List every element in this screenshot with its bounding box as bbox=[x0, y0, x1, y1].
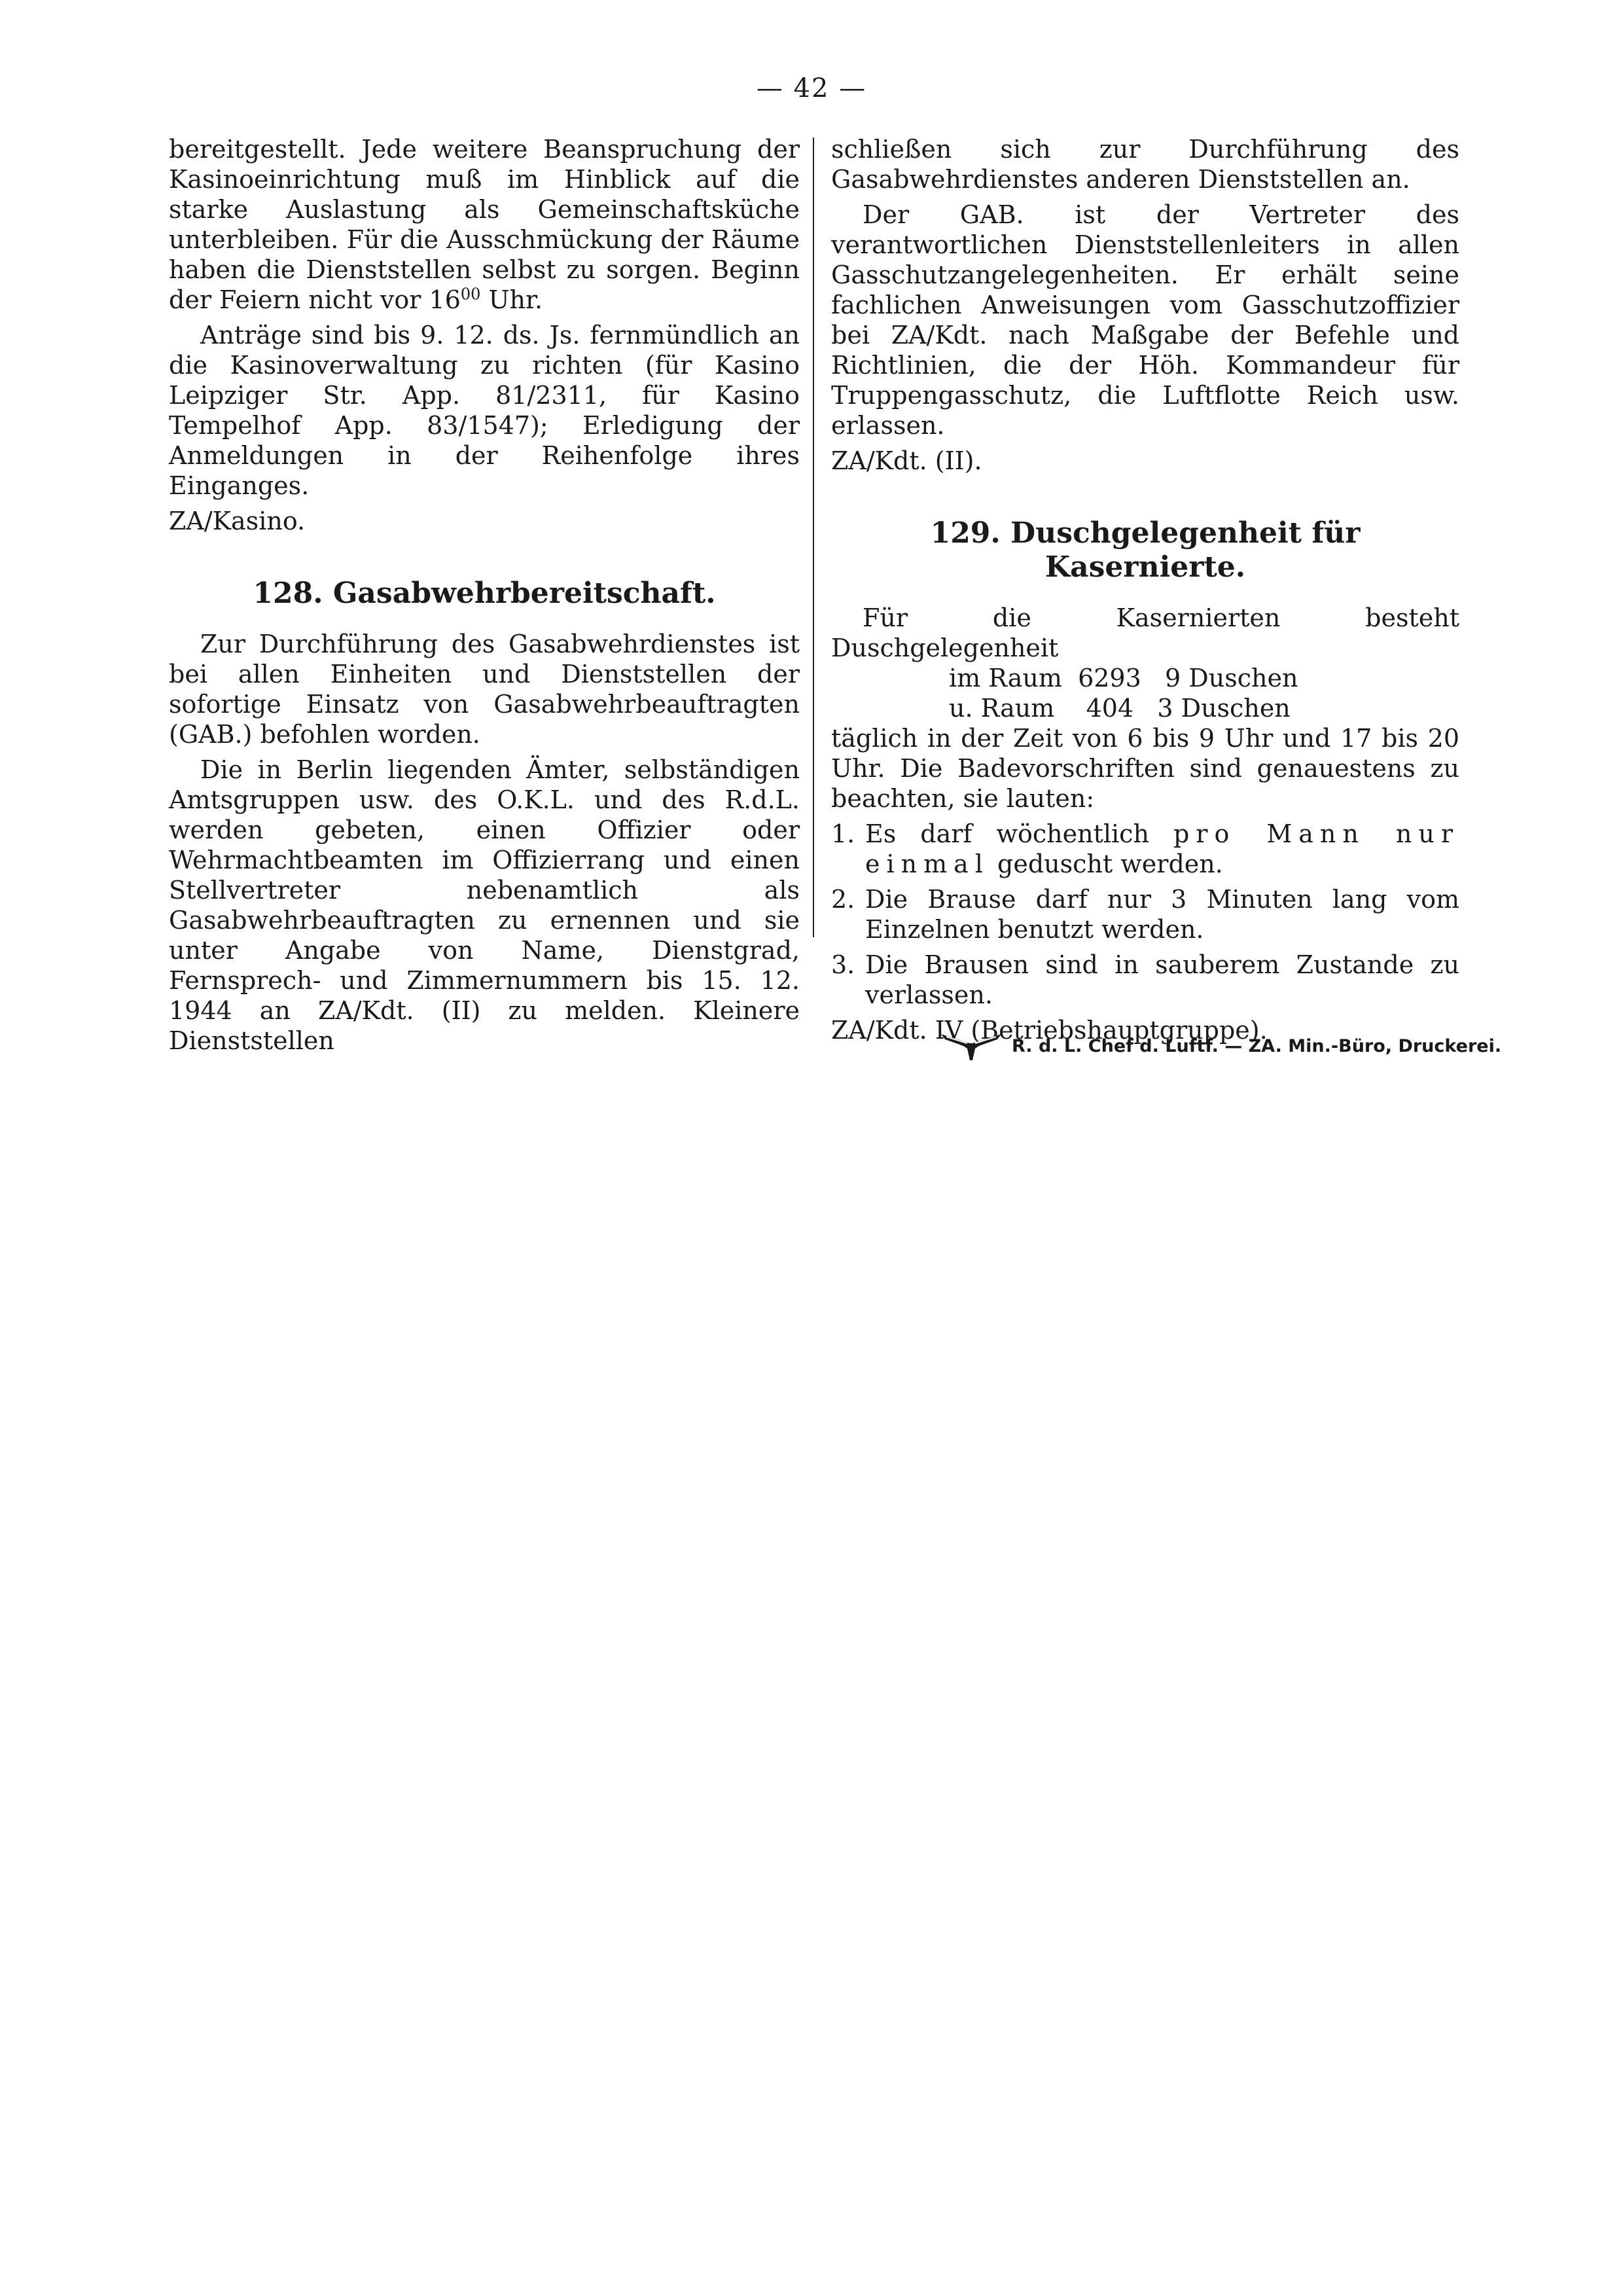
imprint-text: R. d. L. Chef d. Luftf. — ZA. Min.-Büro, Druckerei. bbox=[1012, 1035, 1502, 1056]
paragraph-shower-intro: Für die Kasernierten besteht Duschgelegenheit bbox=[831, 603, 1459, 662]
left-column bbox=[169, 134, 800, 1056]
heading-129: 129. Duschgelegenheit für Kasernierte. bbox=[930, 516, 1361, 584]
paragraph-gab-continuation: schließen sich zur Durchführung des Gasabwehrdienstes anderen Dienststellen an. bbox=[831, 135, 1459, 194]
heading-128: 128. Gasabwehrbereitschaft. bbox=[253, 577, 716, 610]
rule-item: 3. Die Brausen sind in sauberem Zustande zu verlassen. bbox=[831, 950, 1459, 1009]
rule-item: 2. Die Brause darf nur 3 Minuten lang vom Einzelnen benutzt werden. bbox=[831, 885, 1459, 944]
printer-imprint bbox=[940, 1029, 1501, 1063]
signature-kasino: ZA/Kasino. bbox=[169, 507, 306, 535]
signature-kdt-ii: ZA/Kdt. (II). bbox=[831, 446, 982, 475]
rule-item: 1. Es darf wöchentlich pro Mann nur einmal geduscht werden. bbox=[831, 819, 1459, 878]
column-divider bbox=[813, 137, 814, 937]
right-column bbox=[831, 134, 1459, 1045]
page-number: — 42 — bbox=[756, 73, 867, 103]
paragraph-gab-order: Zur Durchführung des Gasabwehrdienstes ist bei allen Einheiten und Dienststellen der sofortige Einsatz von Gasabwehrbeauftragten (GAB.) befohlen worden. bbox=[169, 630, 800, 749]
shower-schedule-room-1: im Raum 6293 9 Duschen bbox=[949, 664, 1298, 692]
shower-schedule-room-2: u. Raum 404 3 Duschen bbox=[949, 694, 1291, 723]
paragraph-gab-appointment: Die in Berlin liegenden Ämter, selbständigen Amtsgruppen usw. des O.K.L. und des R.d.L. werden gebeten, einen Offizier oder Wehrmachtbeamten im Offizierrang und einen Stellvertreter nebenamtlich als Gasabwehrbeauftragten zu ernennen und sie unter Angabe von Name, Dienstgrad, Fernsprech- und Zimmernummern bis 15. 12. 1944 an ZA/Kdt. (II) zu melden. Kleinere Dienststellen bbox=[169, 755, 800, 1055]
paragraph-shower-times: täglich in der Zeit von 6 bis 9 Uhr und 17 bis 20 Uhr. Die Badevorschriften sind genauestens zu beachten, sie lauten: bbox=[831, 724, 1459, 813]
paragraph-kasino-usage: bereitgestellt. Jede weitere Beanspruchung der Kasinoeinrichtung muß im Hinblick auf die starke Auslastung als Gemeinschaftsküche unterbleiben. Für die Ausschmückung der Räume haben die Dienststellen selbst zu sorgen. Beginn der Feiern nicht vor $16^{00}$ Uhr. bbox=[169, 135, 800, 314]
signature-kdt-iv: ZA/Kdt. IV (Betriebshauptgruppe). bbox=[831, 1016, 1268, 1045]
paragraph-gab-role: Der GAB. ist der Vertreter des verantwortlichen Dienststellenleiters in allen Gasschutzangelegenheiten. Er erhält seine fachlichen Anweisungen vom Gasschutzoffizier bei ZA/Kdt. nach Maßgabe der Befehle und Richtlinien, die der Höh. Kommandeur für Truppengasschutz, die Luftflotte Reich usw. erlassen. bbox=[831, 200, 1459, 440]
eagle-emblem-icon bbox=[940, 1029, 1003, 1063]
paragraph-kasino-applications: Anträge sind bis 9. 12. ds. Js. fernmündlich an die Kasinoverwaltung zu richten (für Kasino Leipziger Str. App. 81/2311, für Kasino Tempelhof App. 83/1547); Erledigung der Anmeldungen in der Reihenfolge ihres Einganges. bbox=[169, 321, 800, 500]
